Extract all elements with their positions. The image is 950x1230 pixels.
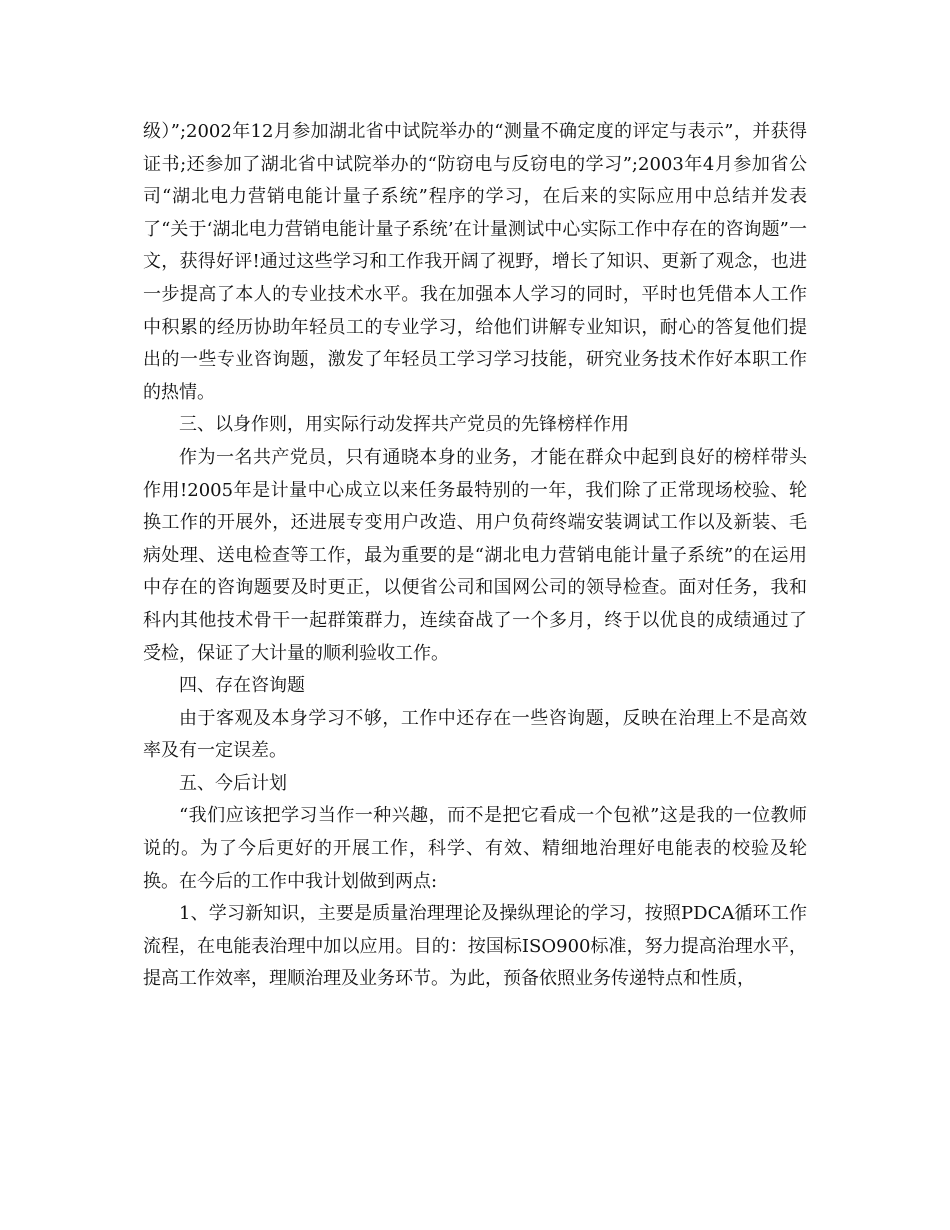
paragraph-section-5: “我们应该把学习当作一种兴趣，而不是把它看成一个包袱”这是我的一位教师说的。为了今后更好的开展工作，科学、有效、精细地治理好电能表的校验及轮换。在今后的工作中我计划做到两点: xyxy=(143,805,807,892)
section-heading-5: 五、今后计划 xyxy=(179,772,287,794)
document-body xyxy=(143,116,807,996)
section-heading-3: 三、以身作则，用实际行动发挥共产党员的先锋榜样作用 xyxy=(179,414,629,436)
paragraph-section-3: 作为一名共产党员，只有通晓本身的业务，才能在群众中起到良好的榜样带头作用!2005年是计量中心成立以来任务最特别的一年，我们除了正常现场校验、轮换工作的开展外，还进展专变用户改造、用户负荷终端安装调试工作以及新装、毛病处理、送电检查等工作，最为重要的是“湖北电力营销电能计量子系统”的在运用中存在的咨询题要及时更正，以便省公司和国网公司的领导检查。面对任务，我和科内其他技术骨干一起群策群力，连续奋战了一个多月，终于以优良的成绩通过了受检，保证了大计量的顺利验收工作。 xyxy=(143,446,807,664)
section-heading-4: 四、存在咨询题 xyxy=(179,675,305,697)
paragraph-continuation: 级）”;2002年12月参加湖北省中试院举办的“测量不确定度的评定与表示”，并获得证书;还参加了湖北省中试院举办的“防窃电与反窃电的学习”;2003年4月参加省公司“湖北电力营销电能计量子系统”程序的学习，在后来的实际应用中总结并发表了“关于‘湖北电力营销电能计量子系统’在计量测试中心实际工作中存在的咨询题”一文，获得好评!通过这些学习和工作我开阔了视野，增长了知识、更新了观念，也进一步提高了本人的专业技术水平。我在加强本人学习的同时，平时也凭借本人工作中积累的经历协助年轻员工的专业学习，给他们讲解专业知识，耐心的答复他们提出的一些专业咨询题，激发了年轻员工学习学习技能，研究业务技术作好本职工作的热情。 xyxy=(143,121,807,403)
plan-item-1: 1、学习新知识，主要是质量治理理论及操纵理论的学习，按照PDCA循环工作流程，在电能表治理中加以应用。目的：按国标ISO900标准，努力提高治理水平，提高工作效率，理顺治理及业务环节。为此，预备依照业务传递特点和性质， xyxy=(143,903,807,990)
paragraph-section-4: 由于客观及本身学习不够，工作中还存在一些咨询题，反映在治理上不是高效率及有一定误差。 xyxy=(143,707,807,762)
